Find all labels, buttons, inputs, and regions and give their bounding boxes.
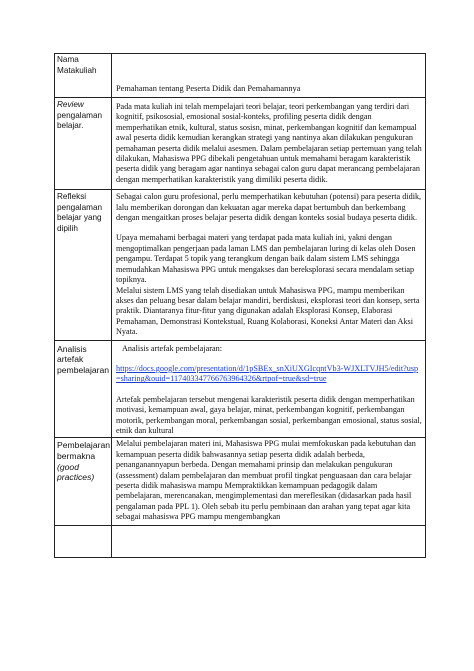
good-practices-content — [112, 438, 426, 525]
continuation-content-cell — [112, 525, 426, 557]
row-analysis — [55, 340, 426, 438]
paragraph-gap — [116, 385, 422, 395]
row-review — [55, 98, 426, 190]
document-page — [54, 53, 425, 558]
course-name-text: Pemahaman tentang Peserta Didik dan Pemahamannya — [116, 84, 301, 93]
course-name-label: Nama Matakuliah — [55, 54, 112, 98]
paragraph-gap — [116, 223, 422, 233]
reflection-table — [54, 53, 426, 558]
good-practices-label — [55, 438, 112, 525]
reflection-label: Refleksi pengalaman belajar yang dipilih — [55, 190, 112, 340]
good-practices-label-italic: (good practices) — [57, 461, 95, 483]
review-content — [112, 98, 426, 190]
analysis-text: Artefak pembelajaran tersebut mengenai karakteristik peserta didik dengan memperhatikan motivasi, kemampuan awal, gaya belajar, minat, perkembangan kognitif, perkembangan motorik, perkembangan moral, perkembangan sosial, perkembangan emosional, status sosial, etnik dan kultural — [116, 394, 422, 435]
analysis-content — [112, 340, 426, 438]
review-label — [55, 98, 112, 190]
row-continuation — [55, 525, 426, 557]
good-practices-text: Melalui pembelajaran materi ini, Mahasiswa PPG mulai memfokuskan pada kebutuhan dan kemampuan peserta didik bahwasannya setiap peserta didik adalah berbeda, penanganannyapun berbeda. Dengan memahami prinsip dan melakukan pengukuran (assessment) dalam pembelajaran dan membuat profil tingkat penguasaan dan cara belajar peserta didik mahasiswa mampu Mempraktikkan kemampuan pedagogik dalam pembelajaran, merencanakan, mengimplementasi dan mereflesikan (didasarkan pada hasil pengalaman pada PPL 1). Oleh sebab itu perlu pembinaan dan arahan yang tepat agar kita sebagai mahasiswa PPG mampu mengembangkan — [116, 439, 416, 522]
reflection-paragraph-1: Sebagai calon guru profesional, perlu memperhatikan kebutuhan (potensi) para peserta didik, lalu memberikan dorongan dan kekuatan agar mereka dapat bertumbuh dan berkembang dengan mengaitkan proses belajar peserta didik dengan konteks sosial budaya peserta didik. — [116, 192, 422, 223]
analysis-heading: Analisis artefak pembelajaran: — [122, 343, 223, 353]
reflection-paragraph-3: Melalui sistem LMS yang telah disediakan untuk Mahasiswa PPG, mampu memberikan akses dan peluang besar dalam belajar mandiri, berdiskusi, eksplorasi teori dan konsep, serta praktik. Diantaranya fitur-fitur yang digunakan adalah Eksplorasi Konsep, Elaborasi Pemahaman, Demonstrasi Kontekstual, Ruang Kolaborasi, Koneksi Antar Materi dan Aksi Nyata. — [116, 285, 420, 337]
analysis-label: Analisis artefak pembelajaran — [55, 340, 112, 438]
course-name-value — [112, 54, 426, 98]
row-course-name — [55, 54, 426, 98]
good-practices-label-plain: Pembelajaran bermakna — [57, 440, 111, 461]
row-good-practices — [55, 438, 426, 525]
row-reflection — [55, 190, 426, 340]
reflection-content — [112, 190, 426, 340]
review-text: Pada mata kuliah ini telah mempelajari teori belajar, teori perkembangan yang terdiri dari kognitif, psikososial, emosional sosial-konteks, profiling peserta didik dengan memperhatikan etnik, kultural, status sosisn, minat, perkembangan kognitif dan kemampual awal peserta didik kemudian kerangkan strategi yang nantinya akan dilakukan pengukuran pemahaman peserta didik melalui asesmen. Dalam pembelajaran setiap pertemuan yang telah dilakukan, Mahasiswa PPG dibekali pengetahuan untuk memahami beragam karakteristik peserta didik yang beragam agar nantinya sebagai calon guru dapat merancang pembelajaran dengan memperhatikan karakteristik yang dimiliki peserta didik. — [116, 102, 422, 184]
artifact-link[interactable]: https://docs.google.com/presentation/d/1pSBEx_snXiUXGIcqntVb3-WJXLTVJH5/edit?usp=sharing&ouid=117403347766763964326&rtpof=true&sd=true — [116, 363, 419, 384]
continuation-label-cell — [55, 525, 112, 557]
review-label-rest: pengalaman belajar. — [57, 110, 103, 131]
review-label-italic: Review — [57, 100, 84, 109]
artifact-link-wrap — [116, 364, 422, 385]
reflection-paragraph-2: Upaya memahami berbagai materi yang terdapat pada mata kuliah ini, yakni dengan mengoptimalkan pengerjaan pada laman LMS dan pembelajaran luring di kelas oleh Dosen pengampu. Terdapat 5 topik yang terangkum dengan baik dalam sistem LMS sehingga memudahkan Mahasiswa PPG untuk mengakses dan bereksplorasi secara mendalam setiap topiknya. — [116, 233, 416, 285]
paragraph-gap — [116, 354, 422, 364]
